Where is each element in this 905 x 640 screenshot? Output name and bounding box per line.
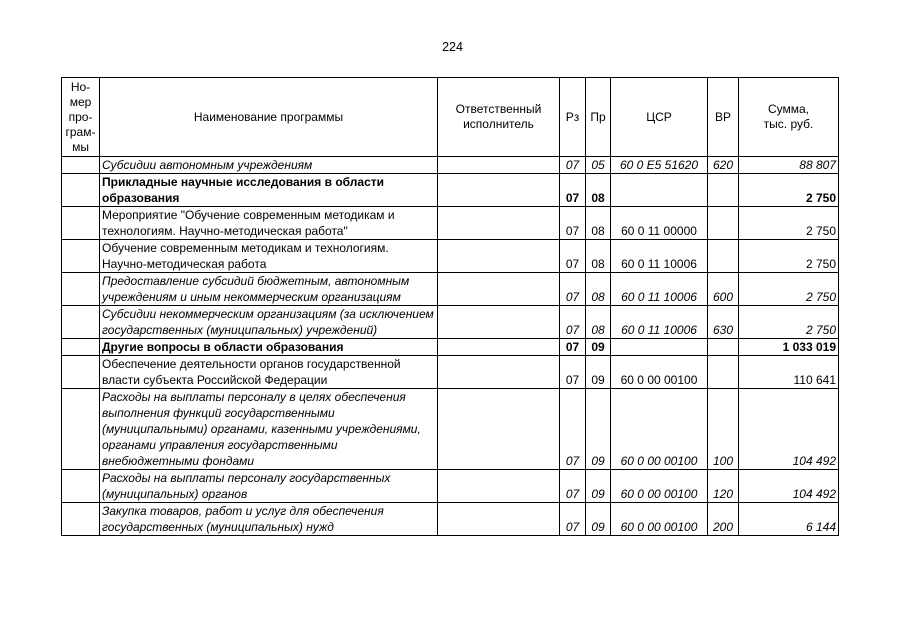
- cell-sum: 2 750: [739, 306, 839, 339]
- cell-program-name: Другие вопросы в области образования: [100, 339, 438, 356]
- cell-program-number: [62, 356, 100, 389]
- cell-pr: 08: [586, 273, 611, 306]
- cell-pr: 08: [586, 240, 611, 273]
- cell-vr: 100: [708, 389, 739, 470]
- cell-csr: 60 0 11 10006: [611, 273, 708, 306]
- cell-pr: 08: [586, 207, 611, 240]
- cell-program-number: [62, 157, 100, 174]
- cell-responsible: [438, 240, 560, 273]
- cell-vr: 200: [708, 503, 739, 536]
- cell-sum: 88 807: [739, 157, 839, 174]
- table-row: [62, 389, 839, 470]
- cell-responsible: [438, 356, 560, 389]
- cell-rz: 07: [560, 306, 586, 339]
- table-row: [62, 174, 839, 207]
- cell-sum: 104 492: [739, 470, 839, 503]
- header-vr: ВР: [708, 78, 739, 157]
- cell-program-name: Субсидии некоммерческим организациям (за исключением государственных (муниципальных) учреждений): [100, 306, 438, 339]
- cell-program-name: Обучение современным методикам и технологиям. Научно-методическая работа: [100, 240, 438, 273]
- cell-responsible: [438, 389, 560, 470]
- cell-pr: 08: [586, 174, 611, 207]
- cell-program-name: Обеспечение деятельности органов государственной власти субъекта Российской Федерации: [100, 356, 438, 389]
- cell-sum: 104 492: [739, 389, 839, 470]
- cell-vr: 120: [708, 470, 739, 503]
- cell-responsible: [438, 503, 560, 536]
- header-program-name: Наименование программы: [100, 78, 438, 157]
- cell-program-number: [62, 174, 100, 207]
- cell-csr: 60 0 11 00000: [611, 207, 708, 240]
- cell-pr: 09: [586, 389, 611, 470]
- cell-pr: 09: [586, 470, 611, 503]
- cell-program-name: Прикладные научные исследования в области образования: [100, 174, 438, 207]
- budget-table: [61, 77, 839, 536]
- header-csr: ЦСР: [611, 78, 708, 157]
- cell-rz: 07: [560, 240, 586, 273]
- cell-program-number: [62, 389, 100, 470]
- table-row: [62, 273, 839, 306]
- table-body: [62, 157, 839, 536]
- page-number: 224: [442, 40, 463, 54]
- cell-program-name: Мероприятие "Обучение современным методикам и технологиям. Научно-методическая работа": [100, 207, 438, 240]
- cell-vr: [708, 207, 739, 240]
- cell-csr: 60 0 11 10006: [611, 240, 708, 273]
- cell-pr: 09: [586, 356, 611, 389]
- cell-responsible: [438, 157, 560, 174]
- cell-program-number: [62, 470, 100, 503]
- cell-csr: 60 0 11 10006: [611, 306, 708, 339]
- table-row: [62, 157, 839, 174]
- table-row: [62, 503, 839, 536]
- cell-rz: 07: [560, 356, 586, 389]
- cell-responsible: [438, 470, 560, 503]
- cell-csr: [611, 339, 708, 356]
- cell-sum: 2 750: [739, 273, 839, 306]
- header-responsible: Ответственный исполнитель: [438, 78, 560, 157]
- cell-rz: 07: [560, 174, 586, 207]
- cell-vr: [708, 356, 739, 389]
- cell-sum: 1 033 019: [739, 339, 839, 356]
- cell-vr: [708, 339, 739, 356]
- cell-responsible: [438, 339, 560, 356]
- table-row: [62, 240, 839, 273]
- table-header: [62, 78, 839, 157]
- cell-rz: 07: [560, 273, 586, 306]
- cell-responsible: [438, 174, 560, 207]
- cell-rz: 07: [560, 503, 586, 536]
- cell-pr: 05: [586, 157, 611, 174]
- cell-rz: 07: [560, 470, 586, 503]
- cell-responsible: [438, 207, 560, 240]
- cell-sum: 110 641: [739, 356, 839, 389]
- cell-rz: 07: [560, 207, 586, 240]
- table-row: [62, 306, 839, 339]
- cell-program-name: Закупка товаров, работ и услуг для обеспечения государственных (муниципальных) нужд: [100, 503, 438, 536]
- cell-program-name: Субсидии автономным учреждениям: [100, 157, 438, 174]
- cell-sum: 2 750: [739, 207, 839, 240]
- cell-program-number: [62, 503, 100, 536]
- header-pr: Пр: [586, 78, 611, 157]
- cell-responsible: [438, 273, 560, 306]
- cell-vr: 620: [708, 157, 739, 174]
- cell-pr: 09: [586, 503, 611, 536]
- cell-vr: [708, 240, 739, 273]
- cell-program-number: [62, 240, 100, 273]
- cell-rz: 07: [560, 339, 586, 356]
- header-program-number: Но- мер про- грам- мы: [62, 78, 100, 157]
- cell-responsible: [438, 306, 560, 339]
- cell-csr: 60 0 E5 51620: [611, 157, 708, 174]
- cell-rz: 07: [560, 389, 586, 470]
- cell-program-number: [62, 339, 100, 356]
- cell-csr: 60 0 00 00100: [611, 389, 708, 470]
- cell-program-number: [62, 306, 100, 339]
- cell-program-number: [62, 273, 100, 306]
- cell-csr: [611, 174, 708, 207]
- header-sum: Сумма, тыс. руб.: [739, 78, 839, 157]
- header-rz: Рз: [560, 78, 586, 157]
- cell-program-name: Расходы на выплаты персоналу в целях обеспечения выполнения функций государственными (муниципальными) органами, казенными учреждениями, органами управления государственными внебюджетными фондами: [100, 389, 438, 470]
- table-row: [62, 356, 839, 389]
- cell-csr: 60 0 00 00100: [611, 470, 708, 503]
- cell-sum: 2 750: [739, 174, 839, 207]
- table-row: [62, 339, 839, 356]
- cell-csr: 60 0 00 00100: [611, 356, 708, 389]
- cell-vr: 630: [708, 306, 739, 339]
- table-row: [62, 207, 839, 240]
- cell-vr: [708, 174, 739, 207]
- cell-program-number: [62, 207, 100, 240]
- cell-pr: 09: [586, 339, 611, 356]
- cell-sum: 2 750: [739, 240, 839, 273]
- cell-rz: 07: [560, 157, 586, 174]
- cell-sum: 6 144: [739, 503, 839, 536]
- table-row: [62, 470, 839, 503]
- cell-program-name: Предоставление субсидий бюджетным, автономным учреждениям и иным некоммерческим организациям: [100, 273, 438, 306]
- cell-vr: 600: [708, 273, 739, 306]
- cell-pr: 08: [586, 306, 611, 339]
- cell-csr: 60 0 00 00100: [611, 503, 708, 536]
- header-row: [62, 78, 839, 157]
- cell-program-name: Расходы на выплаты персоналу государственных (муниципальных) органов: [100, 470, 438, 503]
